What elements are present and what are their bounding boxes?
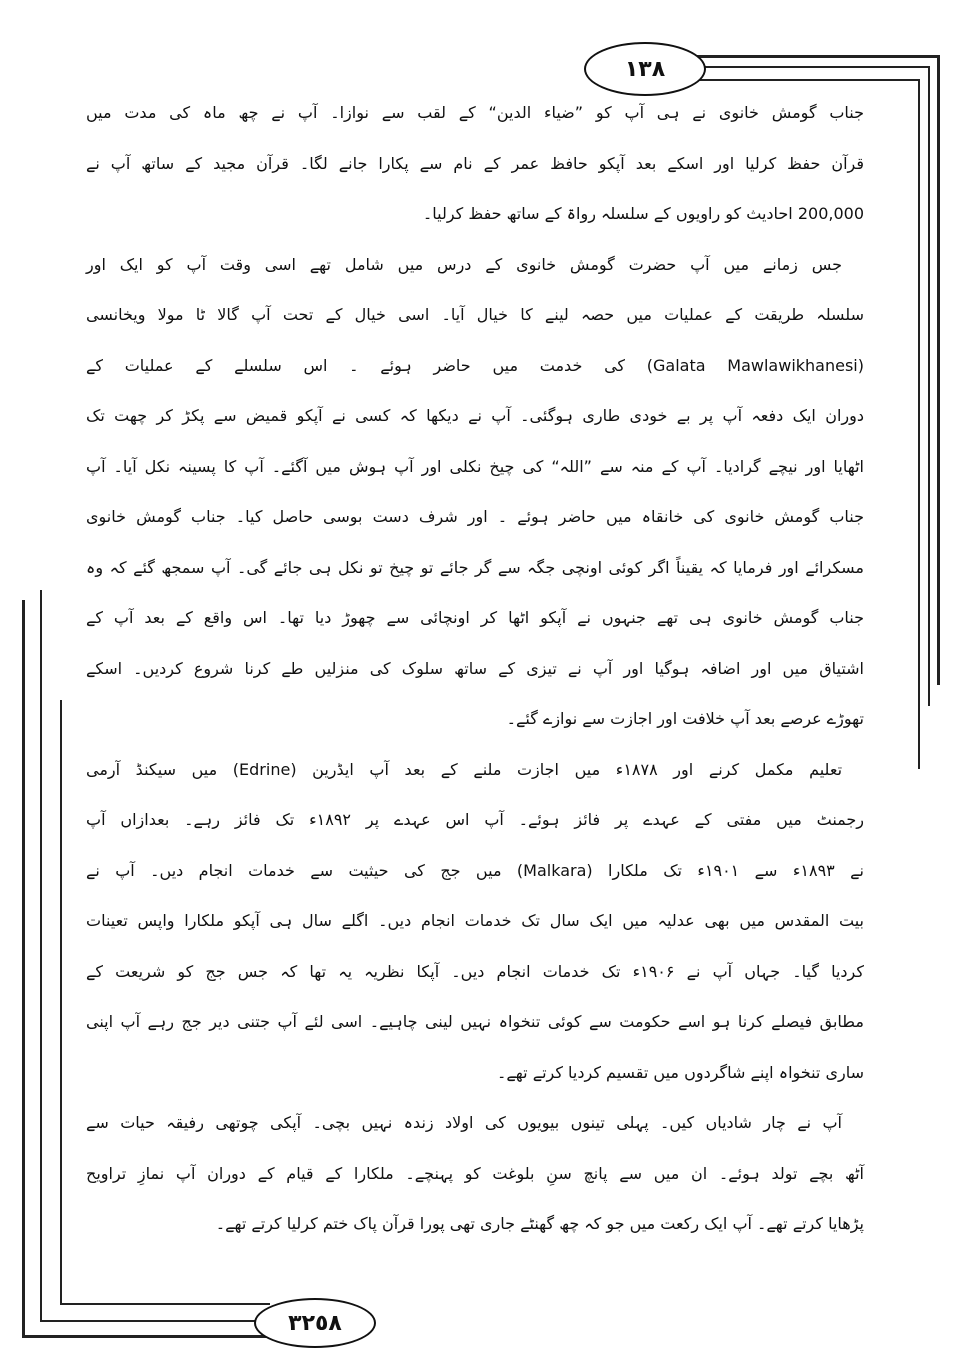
text-line: جناب گومش خانوی ہی تھے جنہوں نے آپکو اٹھا کر اونچائی سے چھوڑ دیا تھا۔ اس واقع کے بعد آپ کے (86, 608, 864, 627)
text-line: مطابق فیصلے کرنا ہو اسے حکومت سے کوئی تنخواہ نہیں لینی چاہیے۔ اسی لئے آپ جتنی دیر جج رہے آپ اپنی (86, 1012, 864, 1031)
text-line: جس زمانے میں آپ حضرت گومش خانوی کے درس میں شامل تھے اسی وقت آپ کو ایک اور (86, 254, 842, 274)
text-line: دوران ایک دفعہ آپ پر بے خودی طاری ہوگئی۔ آپ نے دیکھا کہ کسی نے آپکو قمیض سے پکڑ کر چھت تک (86, 406, 864, 425)
frame-line (700, 66, 930, 68)
text-line: کردیا گیا۔ جہاں آپ نے ۱۹۰۶ء تک خدمات انجام دیں۔ آپکا نظریہ یہ تھا کہ جس جج کو شریعت کے (86, 961, 864, 981)
text-line: پڑھایا کرتے تھے۔ آپ ایک رکعت میں جو کہ چھ گھنٹے جاری تھی پورا قرآن پاک ختم کرلیا کرتے تھے۔ (215, 1214, 864, 1233)
text-line: نے ۱۸۹۳ء سے ۱۹۰۱ء تک ملکارا (Malkara) میں جج کی حیثیت سے خدمات انجام دیں۔ آپ نے (86, 860, 864, 880)
text-line: تھوڑے عرصے بعد آپ خلافت اور اجازت سے نوازے گئے۔ (506, 709, 864, 728)
frame-line (928, 66, 930, 706)
frame-line (690, 79, 920, 81)
text-line: تعلیم مکمل کرنے اور ۱۸۷۸ء میں اجازت ملنے کے بعد آپ ایڈرین (Edrine) میں سیکنڈ آرمی (86, 759, 843, 779)
text-line: (Galata Mawlawikhanesi) کی خدمت میں حاضر ہوئے ۔ اس سلسلے کے عملیات کے (86, 355, 864, 375)
text-line: آٹھ بچے تولد ہوئے۔ ان میں سے پانچ سنِ بلوغت کو پہنچے۔ ملکارا کے قیام کے دوران آپ نمازِ تراویح (86, 1163, 864, 1183)
text-line: 200,000 احادیث کو راویوں کے سلسلہ رواۃ کے ساتھ حفظ کرلیا۔ (422, 204, 864, 223)
frame-line (22, 600, 25, 1338)
text-line: جناب گومش خانوی کی خانقاہ میں حاضر ہوئے ۔ اور شرف دست بوسی حاصل کیا۔ جناب گومش خانوی (86, 507, 864, 526)
text-line: ساری تنخواہ اپنے شاگردوں میں تقسیم کردیا کرتے تھے۔ (497, 1062, 864, 1082)
frame-line (22, 1335, 272, 1338)
text-line: اشتیاق میں اور اضافہ ہوگیا اور آپ نے تیزی کے ساتھ سلوک کی منزلیں طے کرنا شروع کردیں۔ اسکے (86, 658, 865, 678)
text-line: اٹھایا اور نیچے گرادیا۔ آپ کے منہ سے ”اللہ“ کی چیخ نکلی اور آپ ہوش میں آگئے۔ آپ کا پسینہ نکل آیا۔ آپ (86, 456, 864, 476)
frame-line (40, 1320, 265, 1322)
text-line: رجمنٹ میں مفتی کے عہدے پر فائز ہوئے۔ آپ اس عہدے پر ۱۸۹۲ء تک فائز رہے۔ بعدازاں آپ (86, 810, 865, 829)
page-number-bottom-text: ٣٢٥٨ (288, 1310, 342, 1336)
page-number-top-text: ١٣٨ (624, 56, 666, 82)
text-line: مسکرائے اور فرمایا کہ یقیناً اگر کوئی اونچی جگہ سے گر جائے تو چیخ تو نکل ہی جائے گی۔ آپ سمجھ گئے کہ وہ (86, 557, 864, 577)
body-text (86, 88, 864, 1250)
frame-line (60, 700, 62, 1305)
text-line: آپ نے چار شادیاں کیں۔ پہلی تینوں بیویوں کی اولاد زندہ نہیں بچی۔ آپکی چوتھی رفیقہ حیات سے (86, 1113, 842, 1132)
frame-line (40, 590, 42, 1322)
frame-line (937, 55, 940, 685)
frame-line (918, 79, 920, 769)
frame-line (690, 55, 940, 58)
text-line: سلسلہ طریقت کے عملیات میں حصہ لینے کا خیال آیا۔ اسی خیال کے تحت آپ گالا ٹا مولا ویخانسی (86, 305, 864, 324)
text-line: بیت المقدس میں بھی عدلیہ میں ایک سال تک خدمات انجام دیں۔ اگلے سال ہی آپکو ملکارا واپس تعینات (86, 911, 864, 930)
page-number-bottom (254, 1298, 376, 1348)
text-line: جناب گومش خانوی نے ہی آپ کو ”ضیاء الدین“ کے لقب سے نوازا۔ آپ نے چھ ماہ کی مدت میں (86, 103, 864, 122)
text-line: قرآن حفظ کرلیا اور اسکے بعد آپکو حافظ عمر کے نام سے پکارا جانے لگا۔ قرآن مجید کے ساتھ آپ نے (86, 153, 864, 173)
frame-line (60, 1303, 270, 1305)
